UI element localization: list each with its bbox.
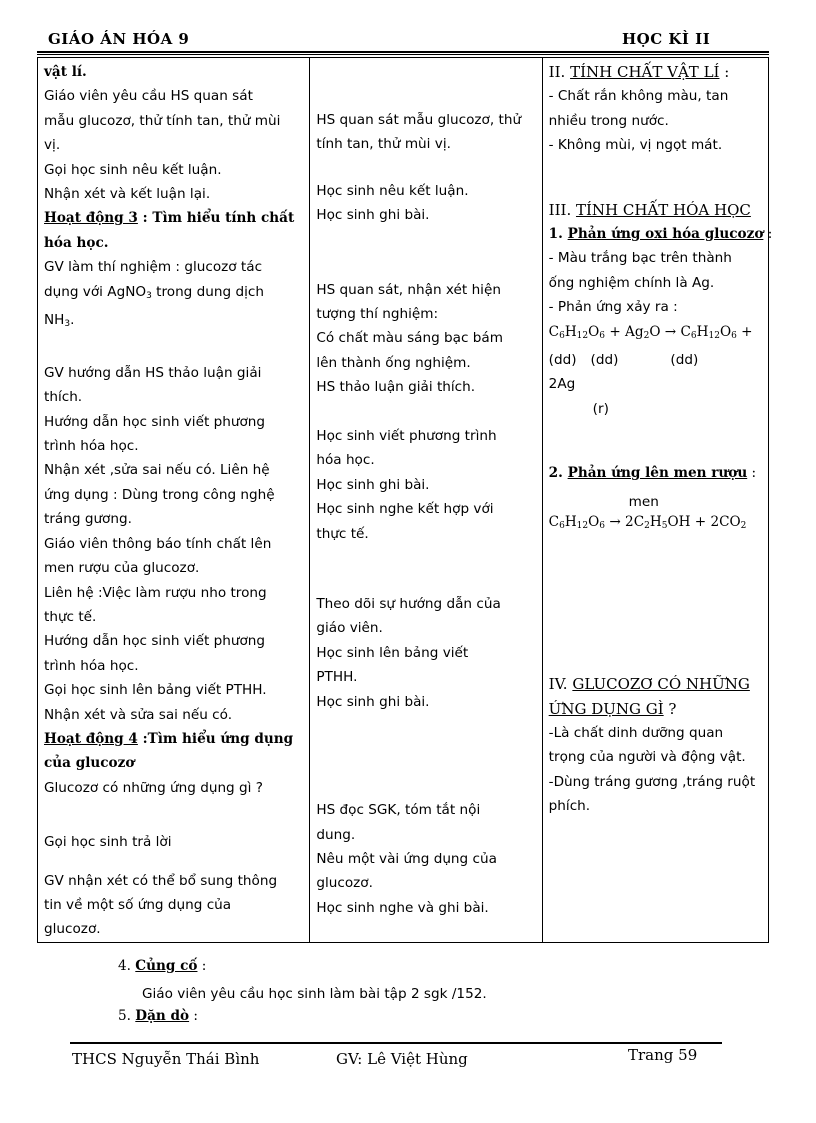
- subscript: 6: [599, 520, 606, 531]
- text-line: Gọi học sinh nêu kết luận.: [44, 161, 222, 178]
- subsection-number: 2.: [548, 465, 568, 482]
- equation-line: [549, 510, 763, 538]
- subscript: 3: [64, 319, 71, 330]
- text-line: HS quan sát mẫu glucozơ, thử: [316, 112, 522, 128]
- section-number: II.: [548, 63, 571, 81]
- text-line: tin về một số ứng dụng của: [44, 896, 232, 913]
- text-line: vật lí.: [44, 64, 87, 80]
- subscript: 3: [146, 290, 152, 301]
- text-line: mẫu glucozơ, thử tính tan, thử mùi: [44, 112, 281, 129]
- text-line: ống nghiệm chính là Ag.: [548, 274, 715, 291]
- eq-part: H: [564, 323, 577, 340]
- subscript: 5: [661, 520, 668, 531]
- header-semester: HỌC KÌ II: [622, 30, 711, 48]
- text-part: trong dung dịch: [151, 283, 264, 300]
- text-line: trọng của người và động vật.: [548, 749, 746, 766]
- text-line: men: [628, 493, 659, 510]
- state-label: (dd): [548, 352, 577, 369]
- subscript: 6: [559, 520, 565, 531]
- section-colon: :: [719, 63, 730, 81]
- state-label: (dd): [670, 352, 699, 369]
- section-heading: [549, 672, 763, 696]
- text-line: Học sinh viết phương trình: [316, 428, 497, 445]
- activity-heading: [44, 206, 304, 230]
- eq-part: O → C: [649, 323, 691, 340]
- text-line: Hướng dẫn học sinh viết phương: [44, 413, 266, 430]
- eq-part: H: [649, 513, 662, 530]
- text-line: trình hóa học.: [44, 657, 139, 674]
- section-heading: [549, 198, 763, 222]
- eq-part: O: [588, 323, 600, 340]
- text-part: NH: [44, 312, 65, 329]
- text-line: giáo viên.: [316, 620, 383, 637]
- header-title: GIÁO ÁN HÓA 9: [48, 30, 190, 48]
- item-title: Củng cố: [135, 958, 198, 974]
- text-line: glucozơ.: [44, 921, 101, 938]
- footer-rule: [70, 1042, 722, 1044]
- section-title: GLUCOZƠ CÓ NHỮNG: [572, 675, 750, 694]
- subscript: 6: [731, 330, 737, 341]
- text-line: Học sinh nghe và ghi bài.: [316, 899, 489, 916]
- subsection-colon: :: [763, 226, 773, 243]
- teacher-activity-column: [38, 58, 310, 943]
- subscript: 2: [643, 330, 650, 341]
- text-line: (r): [592, 400, 609, 417]
- text-line: Học sinh ghi bài.: [316, 476, 430, 493]
- text-line: GV làm thí nghiệm : glucozơ tác: [44, 259, 263, 276]
- text-line: Có chất màu sáng bạc bám: [316, 330, 504, 347]
- equation-line: [549, 320, 763, 348]
- text-line: lên thành ống nghiệm.: [316, 354, 471, 371]
- lesson-table: [37, 57, 773, 943]
- subsection-heading: [548, 222, 773, 246]
- consolidation-heading: [118, 958, 206, 974]
- text-line: thực tế.: [44, 608, 97, 625]
- activity-4-title: :Tìm hiểu ứng dụng: [137, 730, 294, 747]
- text-line: Học sinh nghe kết hợp với: [316, 501, 494, 518]
- text-line: hóa học.: [316, 452, 375, 469]
- text-line: glucozơ.: [316, 875, 373, 892]
- text-line: Học sinh ghi bài.: [316, 693, 430, 710]
- text-line: PTHH.: [316, 669, 358, 686]
- text-line: - Chất rắn không màu, tan: [548, 88, 729, 105]
- text-line: [44, 280, 304, 308]
- subsection-title: Phản ứng oxi hóa glucozơ: [567, 226, 764, 243]
- eq-part: O: [588, 513, 600, 530]
- text-line: 2Ag: [548, 376, 576, 393]
- text-line: HS quan sát, nhận xét hiện: [316, 281, 501, 298]
- text-line: Nhận xét ,sửa sai nếu có. Liên hệ: [44, 462, 270, 479]
- eq-part: C: [548, 513, 560, 530]
- student-activity-column: [310, 58, 542, 943]
- item-colon: :: [197, 958, 207, 974]
- state-label: (dd): [590, 352, 619, 369]
- text-line: - Màu trắng bạc trên thành: [548, 250, 732, 267]
- subsection-title: Phản ứng lên men rượu: [567, 465, 748, 482]
- text-line: -Dùng tráng gương ,tráng ruột: [548, 773, 756, 790]
- text-line: vị.: [44, 137, 61, 154]
- subsection-number: 1.: [548, 226, 568, 243]
- subsection-heading: [549, 461, 763, 485]
- activity-4-label: Hoạt động 4: [44, 730, 138, 747]
- subscript: 12: [708, 330, 720, 341]
- section-heading: [549, 60, 763, 84]
- footer-school: THCS Nguyễn Thái Bình: [72, 1050, 260, 1068]
- text-part: dụng với AgNO: [44, 283, 147, 300]
- text-line: Theo dõi sự hướng dẫn của: [316, 596, 501, 613]
- section-number: III.: [548, 200, 576, 219]
- subscript: 12: [576, 330, 589, 341]
- subscript: 6: [599, 330, 606, 341]
- header-rule-thin: [37, 54, 769, 55]
- text-line: Giáo viên thông báo tính chất lên: [44, 535, 272, 552]
- eq-part: OH + 2CO: [667, 513, 741, 530]
- text-line: Học sinh lên bảng viết: [316, 644, 469, 661]
- text-line: thích.: [44, 389, 83, 406]
- header-rule: [37, 51, 769, 53]
- text-part: .: [70, 312, 75, 329]
- item-number: 5.: [118, 1008, 136, 1024]
- text-line: men rượu của glucozơ.: [44, 560, 200, 577]
- text-line: Gọi học sinh lên bảng viết PTHH.: [44, 682, 267, 699]
- text-line: HS đọc SGK, tóm tắt nội: [316, 802, 481, 819]
- item-colon: :: [189, 1008, 198, 1024]
- homework-heading: [118, 1008, 198, 1024]
- text-line: nhiều trong nước.: [548, 112, 669, 129]
- eq-part: C: [548, 323, 560, 340]
- text-line: trình hóa học.: [44, 438, 139, 455]
- text-line: - Phản ứng xảy ra :: [548, 299, 678, 316]
- activity-3-label: Hoạt động 3: [44, 210, 138, 227]
- section-colon: ?: [663, 699, 677, 718]
- text-line: GV nhận xét có thể bổ sung thông: [44, 872, 278, 889]
- text-line: Nêu một vài ứng dụng của: [316, 850, 497, 867]
- text-line: thực tế.: [316, 525, 369, 542]
- subscript: 2: [740, 520, 747, 531]
- activity-heading: [44, 727, 304, 751]
- text-line: GV hướng dẫn HS thảo luận giải: [44, 364, 262, 381]
- text-line: ứng dụng : Dùng trong công nghệ: [44, 486, 275, 503]
- content-column: [542, 58, 773, 943]
- text-line: Nhận xét và kết luận lại.: [44, 186, 211, 203]
- subscript: 6: [690, 330, 697, 341]
- state-line: [549, 348, 763, 372]
- text-line: Liên hệ :Việc làm rượu nho trong: [44, 584, 267, 601]
- text-line: Gọi học sinh trả lời: [44, 834, 172, 851]
- subsection-colon: :: [747, 465, 757, 482]
- text-line: Hướng dẫn học sinh viết phương: [44, 633, 266, 650]
- subscript: 6: [559, 330, 565, 341]
- eq-part: + Ag: [605, 323, 644, 340]
- page-number: Trang 59: [628, 1046, 698, 1064]
- text-line: Học sinh nêu kết luận.: [316, 182, 469, 199]
- subscript: 2: [644, 520, 650, 531]
- item-title: Dặn dò: [135, 1008, 190, 1024]
- text-line: HS thảo luận giải thích.: [316, 379, 476, 396]
- text-line: phích.: [548, 798, 591, 815]
- text-line: -Là chất dinh dưỡng quan: [548, 724, 724, 741]
- section-heading: [549, 697, 763, 721]
- text-line: hóa học.: [44, 234, 109, 251]
- eq-part: O: [719, 323, 732, 340]
- eq-part: H: [564, 513, 577, 530]
- text-line: - Không mùi, vị ngọt mát.: [548, 137, 723, 154]
- subscript: 12: [576, 520, 589, 531]
- text-line: dung.: [316, 826, 356, 843]
- text-line: Glucozơ có những ứng dụng gì ?: [44, 779, 263, 796]
- footer-teacher: GV: Lê Việt Hùng: [336, 1050, 468, 1068]
- text-line: tượng thí nghiệm:: [316, 306, 439, 323]
- text-line: của glucozơ: [44, 755, 135, 772]
- section-title: ỨNG DỤNG GÌ: [548, 699, 664, 718]
- consolidation-text: Giáo viên yêu cầu học sinh làm bài tập 2 sgk /152.: [142, 986, 487, 1002]
- text-line: tráng gương.: [44, 511, 132, 528]
- text-line: Nhận xét và sửa sai nếu có.: [44, 706, 233, 723]
- section-title: TÍNH CHẤT VẬT LÍ: [570, 63, 720, 81]
- section-title: TÍNH CHẤT HÓA HỌC: [575, 200, 751, 219]
- activity-3-title: : Tìm hiểu tính chất: [137, 210, 295, 227]
- eq-part: +: [736, 323, 753, 340]
- item-number: 4.: [118, 958, 136, 974]
- text-line: Giáo viên yêu cầu HS quan sát: [44, 88, 253, 105]
- eq-part: H: [696, 323, 709, 340]
- eq-part: → 2C: [605, 513, 645, 530]
- text-line: tính tan, thử mùi vị.: [316, 136, 451, 153]
- section-number: IV.: [548, 675, 573, 694]
- text-line: [44, 308, 304, 336]
- text-line: Học sinh ghi bài.: [316, 207, 430, 224]
